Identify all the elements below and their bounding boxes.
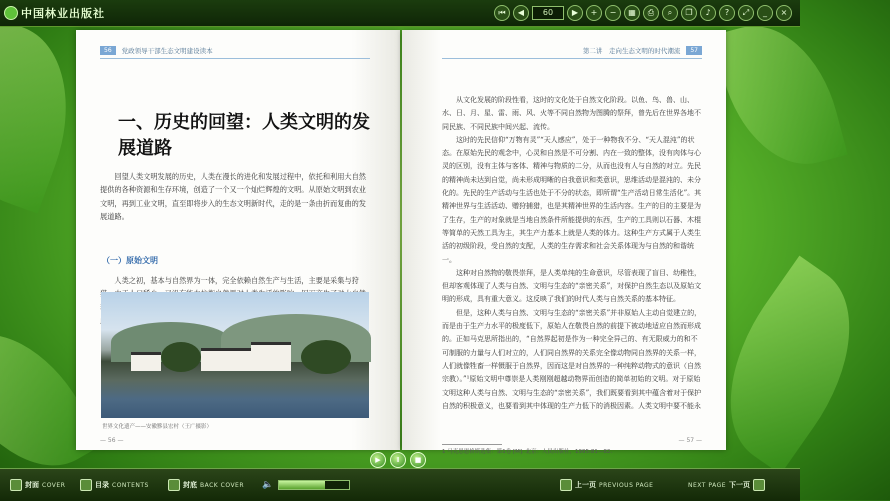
- intro-paragraph-block: [100, 170, 370, 224]
- right-paragraph: 从文化发展的阶段性看，这时的文化处于自然文化阶段。以鱼、鸟、兽、山、水、日、月、星、雷、雨、风、火等不同自然物为图腾的祭拜，曾先后在世界各地不同民族、不同民族中间兴起、流传。: [442, 96, 701, 131]
- cover-button[interactable]: [10, 479, 65, 491]
- left-page-number: 56: [100, 46, 116, 55]
- leaf-decoration: [712, 10, 847, 181]
- page-input[interactable]: 60: [532, 6, 564, 20]
- stop-icon[interactable]: ■: [410, 452, 426, 468]
- previous-page-button[interactable]: [560, 479, 653, 491]
- next-page-button[interactable]: [688, 479, 765, 491]
- photo-caption: 世界文化遗产——安徽黟县宏村（王广摄影）: [102, 424, 213, 430]
- section-paragraph-block: [100, 274, 370, 292]
- next-page-label-cn: 下一页: [729, 481, 751, 489]
- bottom-navigation-bar: [0, 468, 800, 501]
- search-icon[interactable]: ⌕: [662, 5, 678, 21]
- help-icon[interactable]: ?: [719, 5, 735, 21]
- contents-label-cn: 目录: [95, 481, 109, 489]
- subheading: （一）原始文明: [102, 256, 158, 265]
- left-page[interactable]: [76, 30, 400, 450]
- volume-fill: [279, 481, 325, 489]
- chapter-title: 一、历史的回望：人类文明的发展道路: [118, 112, 370, 159]
- footnote-rule: [442, 444, 502, 445]
- left-footer-page: — 56 —: [100, 437, 124, 444]
- contents-icon: [80, 479, 92, 491]
- next-page-icon: [753, 479, 765, 491]
- right-footer-page: — 57 —: [678, 437, 702, 444]
- right-header-rule: [442, 58, 702, 59]
- bookmark-icon[interactable]: ❐: [681, 5, 697, 21]
- back-cover-label-cn: 封底: [183, 481, 197, 489]
- zoom-in-icon[interactable]: +: [586, 5, 602, 21]
- volume-slider[interactable]: [278, 480, 350, 490]
- right-page-number: 57: [686, 46, 702, 55]
- speaker-icon[interactable]: 🔈: [262, 480, 274, 490]
- right-running-head-text: 第二讲 走向生态文明的时代潮流: [582, 47, 681, 55]
- section-paragraph: 人类之初，基本与自然界为一体，完全依赖自然生产与生活，主要是采集与狩: [114, 276, 359, 285]
- play-icon[interactable]: ▶: [370, 452, 386, 468]
- next-page-label-en: NEXT PAGE: [688, 481, 727, 489]
- zoom-out-icon[interactable]: −: [605, 5, 621, 21]
- contents-button[interactable]: [80, 479, 149, 491]
- intro-paragraph: 回望人类文明发展的历史，人类在漫长的进化和发展过程中，依托和利用大自然提供的各种资源和生存环境，创造了一个又一个灿烂辉煌的文明。从原始文明到农业文明，再到工业文明，直至即将步入的生态文明新时代，走的是一条由折而复曲的发展道路。: [100, 172, 366, 222]
- minimize-icon[interactable]: _: [757, 5, 773, 21]
- previous-page-label-cn: 上一页: [575, 481, 596, 489]
- back-cover-label-en: BACK COVER: [200, 481, 245, 489]
- cover-label-cn: 封面: [25, 481, 39, 489]
- back-cover-button[interactable]: [168, 479, 244, 491]
- top-toolbar: [0, 0, 800, 27]
- left-running-head: [100, 46, 213, 55]
- back-cover-icon: [168, 479, 180, 491]
- previous-page-label-en: PREVIOUS PAGE: [599, 481, 654, 489]
- print-icon[interactable]: ⎙: [643, 5, 659, 21]
- first-page-icon[interactable]: ⏮: [494, 5, 510, 21]
- right-text-column: [442, 94, 702, 440]
- previous-page-icon: [560, 479, 572, 491]
- publisher-name: 中国林业出版社: [21, 7, 105, 20]
- publisher-logo-icon: [4, 6, 18, 20]
- right-paragraph: 但是，这种人类与自然、文明与生态的“亲密关系”并非原始人主动自觉建立的，而是由于生产力水平的极度低下，原始人在敬畏自然的前提下被动地适应自然而形成的。正如马克思所指出的，“自然界起初是作为一种完全异己的、有无限威力的和不可制服的力量与人们对立的，人们同自然界的关系完全像动物同自然界的关系一样，人们就像牲畜一样慑服于自然界，因而这是对自然界的一种纯粹动物式的意识（自然宗教）。”¹原始文明中尊崇是人类刚刚超越动物界而创造的简单初始的文明。对于原始文明这种人类与自然、文明与生态的“亲密关系”，我们既要看到其中蕴含着对于保护自然的积极意义，也要看到其中体现的生产力低下的消极因素。人类文明中要不能永: [442, 308, 702, 410]
- right-paragraph: 这时的先民信仰“万物有灵”“天人感应”，处于一种物我不分、“天人混沌”的状态。在原始先民的观念中，心灵和自然是不可分割、内在一致的整体，没有肉体与心灵的区别，没有主体与客体、精神与物质的二分，从而也没有人与自然的对立。先民的精神尚未达到自觉，尚未形成明晰的自我意识和类意识，思维活动是混沌的、未分化的。先民的生产活动与生活也处于不分的状态，即所谓“生产活动日常生活化”。其精神世界与生活活动、赠狩捕猎，也是其精神世界的生活内容。生产的目的主要是为了生存，生产的对象就是当地自然条件所能提供的东西，生产的工具则以石器、木棍等简单的天然工具为主，其生产力基本上就是人类的体力。这种生产方式属于人类生活的初级阶段，受自然的支配，人类的生存需求和社会关系体现为与自然的和谐统一。: [442, 135, 702, 264]
- pause-icon[interactable]: Ⅱ: [390, 452, 406, 468]
- left-running-head-text: 党政领导干部生态文明建设读本: [121, 47, 213, 55]
- cover-icon: [10, 479, 22, 491]
- footnote: 1 马克思恩格斯选集：第1卷 [M]. 北京：人民出版社，1995:81—82.: [442, 449, 613, 455]
- music-icon[interactable]: ♪: [700, 5, 716, 21]
- fullscreen-icon[interactable]: ⤢: [738, 5, 754, 21]
- toolbar-buttons: [494, 5, 792, 21]
- thumbnail-icon[interactable]: ▦: [624, 5, 640, 21]
- publisher-logo: [4, 4, 105, 22]
- village-photo: [101, 292, 369, 418]
- right-paragraph: 这种对自然物的敬畏崇拜，是人类单纯的生命意识，尽管表现了盲目、幼稚性，但却客观体现了人类与自然、文明与生态的“亲密关系”，对保护自然生态以及原始文明的形成，具有重大意义。这反映了我们的时代人类与自然关系的基本特征。: [442, 268, 702, 304]
- cover-label-en: COVER: [42, 481, 66, 489]
- close-icon[interactable]: ×: [776, 5, 792, 21]
- prev-page-icon[interactable]: ◀: [513, 5, 529, 21]
- book-spread: [76, 30, 726, 455]
- contents-label-en: CONTENTS: [112, 481, 149, 489]
- left-header-rule: [100, 58, 370, 59]
- go-icon[interactable]: ▶: [567, 5, 583, 21]
- right-page[interactable]: [402, 30, 726, 455]
- right-running-head: [583, 46, 702, 55]
